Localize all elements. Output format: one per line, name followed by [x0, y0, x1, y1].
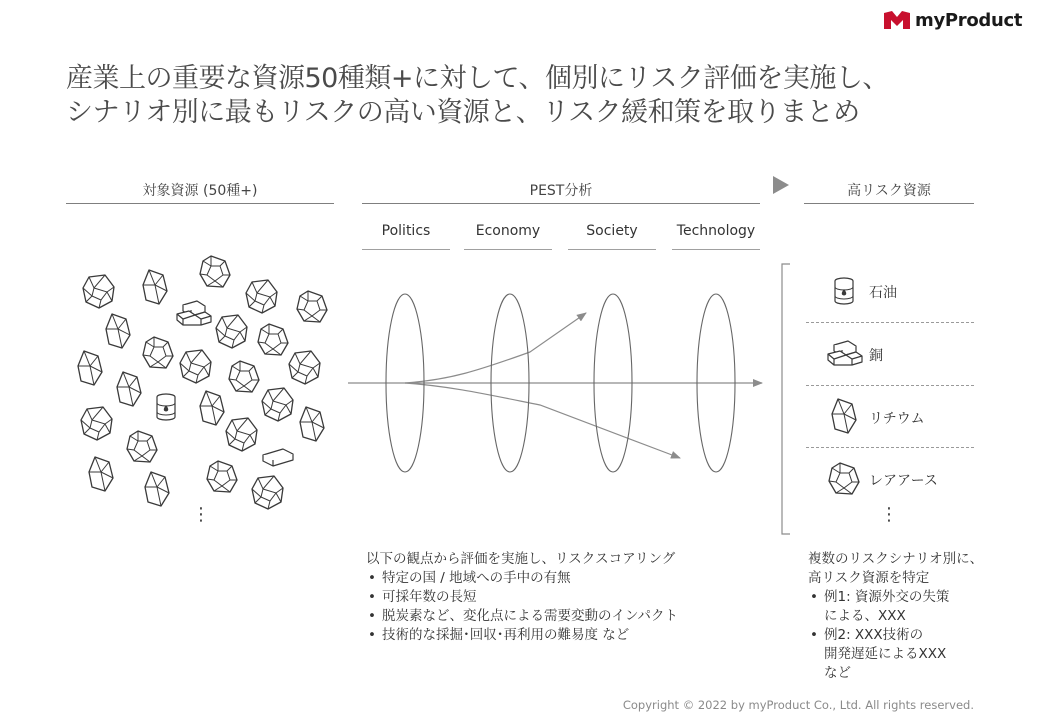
pest-header: PEST分析 [529, 183, 593, 199]
pest-criterion: • 技術的な採掘･回収･再利用の難易度 など [366, 626, 746, 645]
scenario-example-line: • 例1: 資源外交の失策 [824, 589, 950, 605]
ingot-stack-icon [826, 338, 862, 372]
pest-description-intro: 以下の観点から評価を実施し、リスクスコアリング [366, 551, 676, 567]
more-resources-dots: ⋮ [192, 504, 210, 525]
pest-criterion: • 脱炭素など、変化点による需要変動のインパクト [366, 607, 746, 626]
scenario-example-line: • 例2: XXX技術の [824, 627, 924, 643]
high-risk-header: 高リスク資源 [847, 183, 931, 199]
high-risk-bracket [778, 262, 792, 538]
resource-label-lithium: リチウム [869, 411, 925, 427]
high-risk-description [808, 550, 988, 683]
tab-technology: Technology [676, 223, 756, 239]
resource-label-oil: 石油 [869, 285, 897, 301]
resource-divider [806, 385, 974, 386]
more-high-risk-dots: ⋮ [880, 504, 898, 525]
ore-rock-icon [826, 398, 862, 434]
high-risk-intro-1: 複数のリスクシナリオ別に、 [808, 551, 984, 567]
tab-economy: Economy [475, 223, 541, 239]
resource-divider [806, 447, 974, 448]
scenario-example [808, 588, 988, 626]
tab-politics: Politics [381, 223, 431, 239]
scenario-example-line: など [824, 665, 851, 681]
resource-divider [806, 322, 974, 323]
pest-criterion: • 特定の国 / 地域への手中の有無 [366, 569, 746, 588]
oil-barrel-icon [828, 274, 862, 308]
ore-rock-icon [826, 461, 862, 497]
brand-name: myProduct [915, 9, 1023, 31]
scenario-example-line: 開発遅延によるXXX [824, 646, 947, 662]
title-line-2: シナリオ別に最もリスクの高い資源と、リスク緩和策を取りまとめ [66, 97, 860, 128]
targets-header: 対象資源 (50種+) [142, 183, 258, 199]
copyright-footer: Copyright © 2022 by myProduct Co., Ltd. All rights reserved. [622, 698, 974, 712]
title-line-1: 産業上の重要な資源50種類+に対して、個別にリスク評価を実施し、 [66, 63, 889, 94]
resource-label-rare-earth: レアアース [869, 473, 938, 489]
resource-label-copper: 銅 [869, 348, 883, 364]
scenario-example [808, 626, 988, 683]
scenario-example-line: による、XXX [824, 608, 906, 624]
pest-criterion: • 可採年数の長短 [366, 588, 746, 607]
tab-society: Society [586, 223, 638, 239]
pest-criteria-list [366, 569, 746, 645]
high-risk-intro-2: 高リスク資源を特定 [808, 570, 930, 586]
scenario-example-list [808, 588, 988, 683]
pest-description [366, 550, 746, 645]
